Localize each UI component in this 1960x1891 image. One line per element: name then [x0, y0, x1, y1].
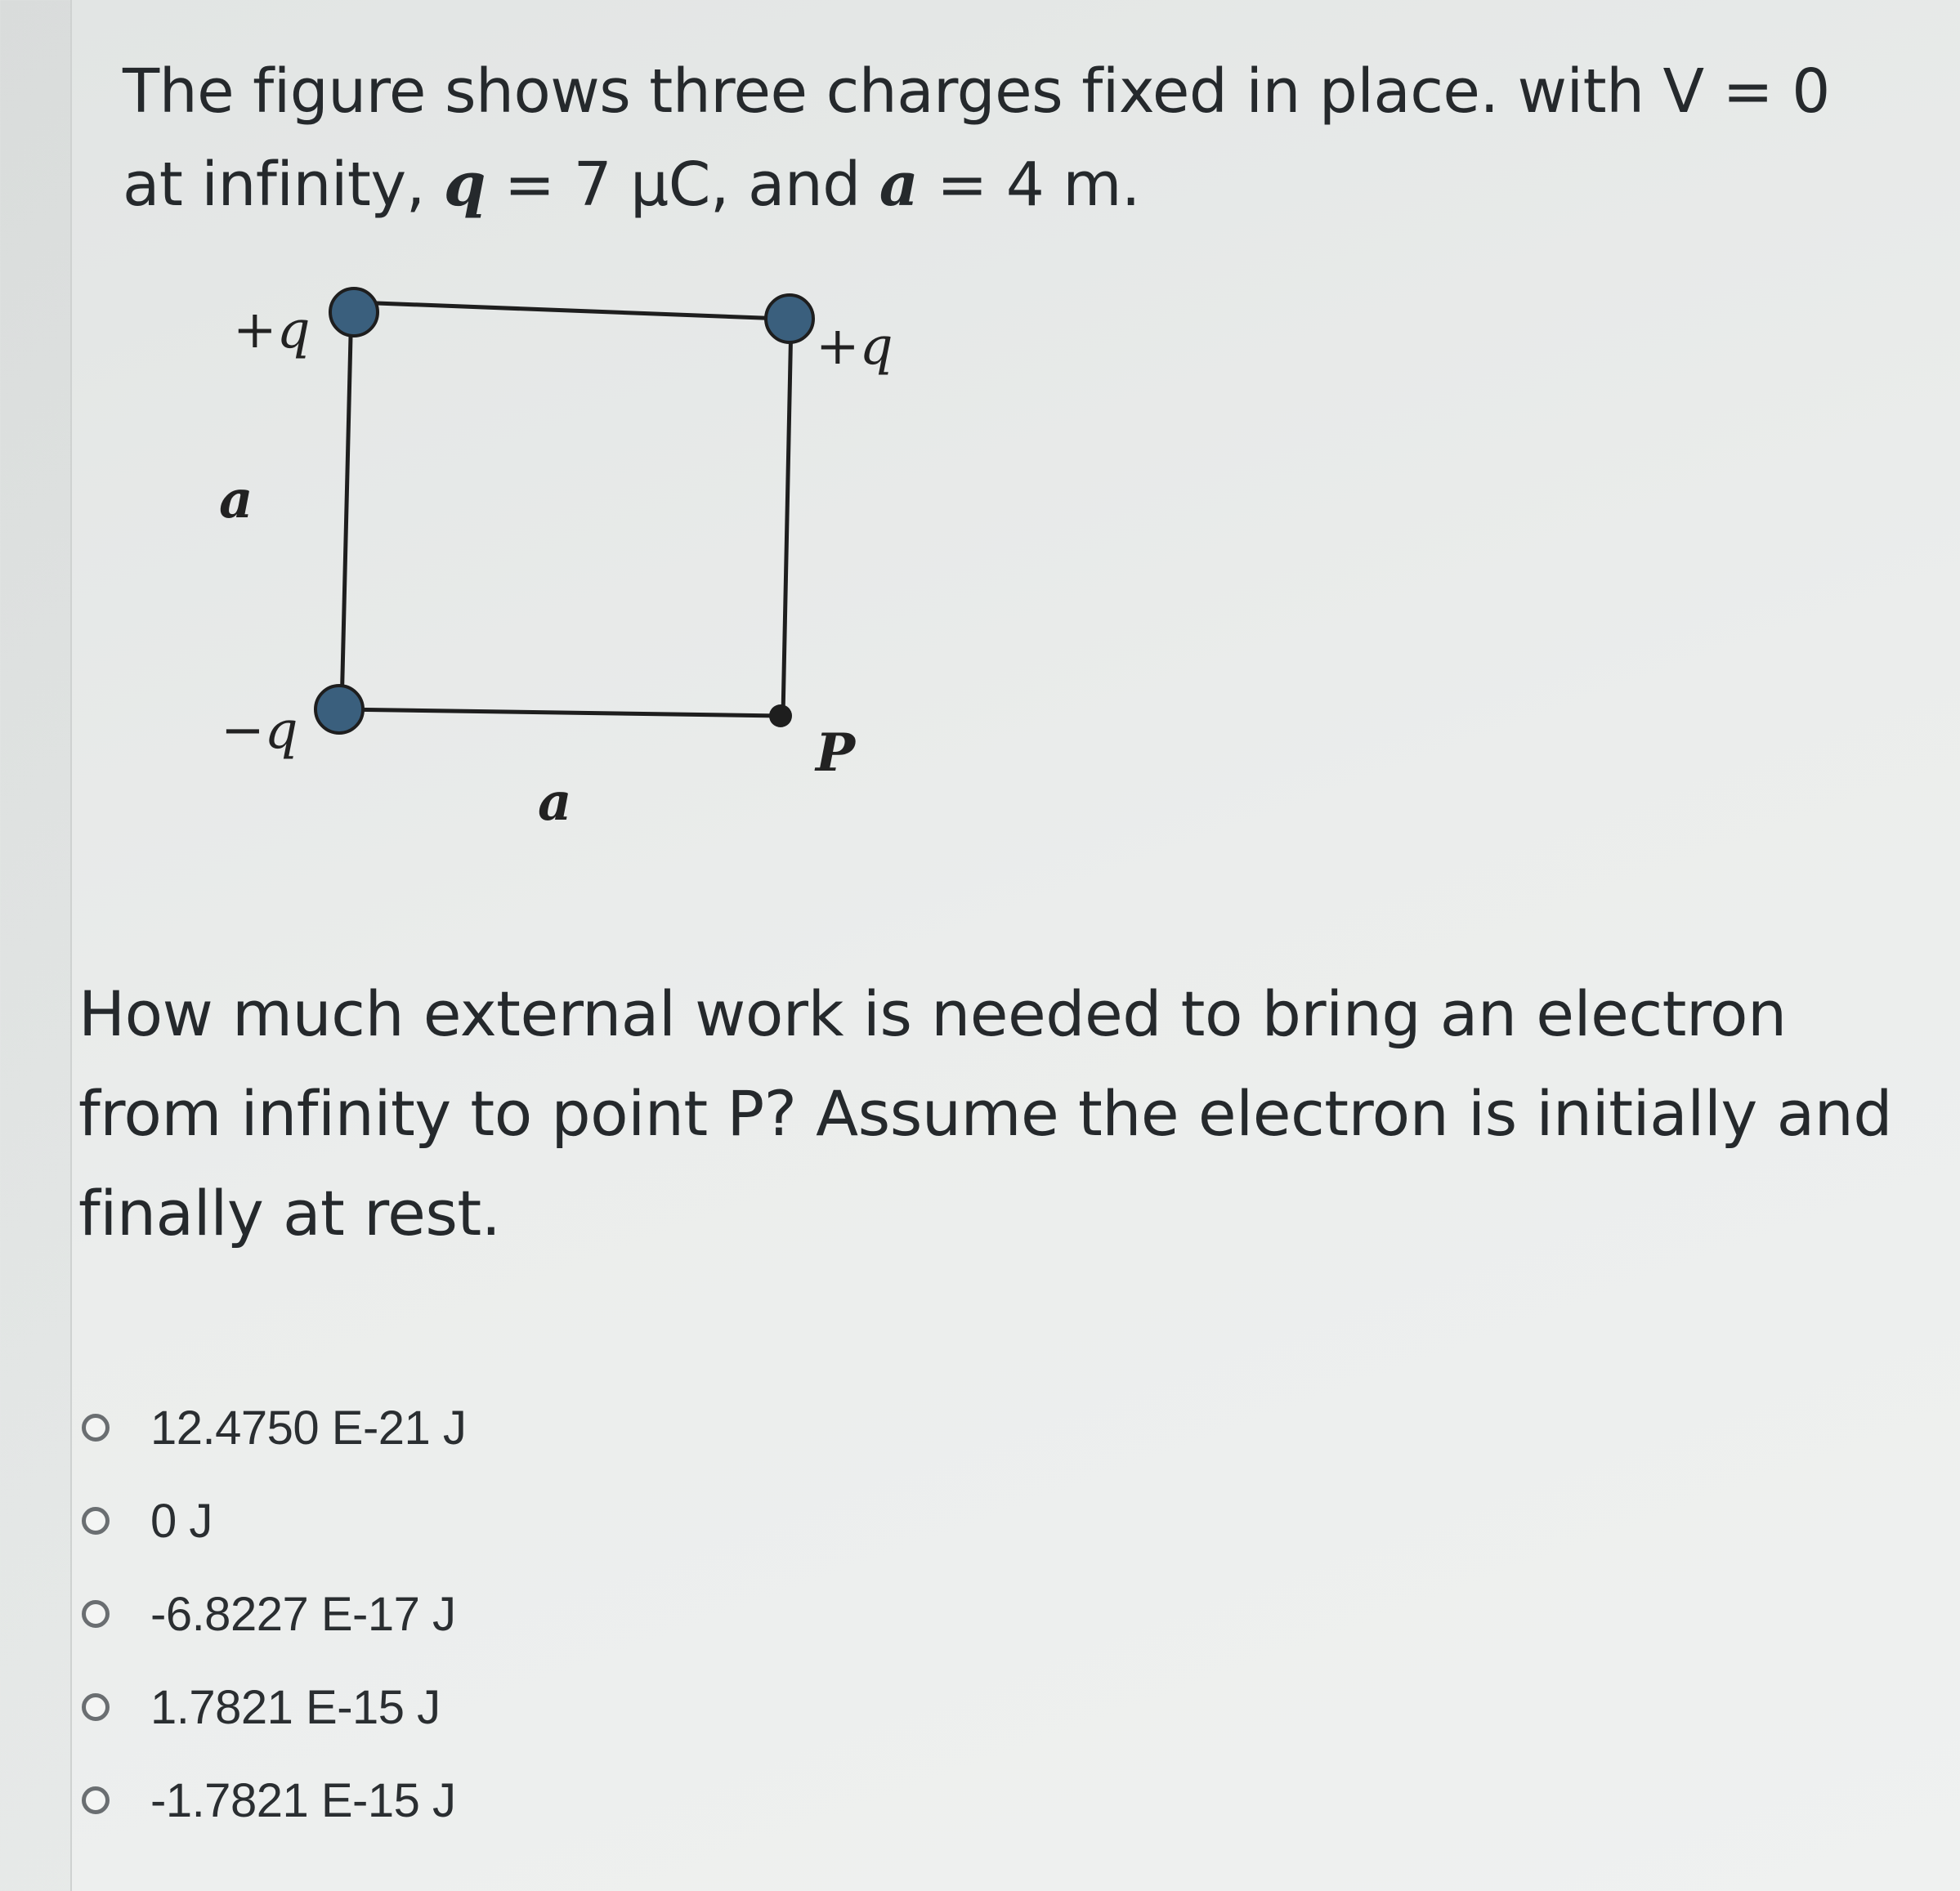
point-p-label: P [816, 722, 856, 784]
radio-button-icon[interactable] [82, 1600, 110, 1628]
question-prompt [123, 45, 1839, 231]
answer-option-3[interactable] [82, 1567, 1063, 1661]
charge-bottom-left [315, 686, 363, 733]
answer-option-2[interactable] [82, 1474, 1063, 1567]
prompt-part-3: = 4 m. [918, 150, 1140, 220]
charge-top-left [330, 288, 378, 336]
left-side-length-label: a [219, 469, 253, 530]
radio-button-icon[interactable] [82, 1414, 110, 1442]
radio-button-icon[interactable] [82, 1507, 110, 1535]
bottom-left-charge-label: −q [221, 700, 298, 761]
radio-button-icon[interactable] [82, 1786, 110, 1814]
answer-option-4[interactable] [82, 1661, 1063, 1754]
top-right-charge-label: +q [816, 316, 893, 377]
answer-options [82, 1381, 1063, 1847]
answer-option-label: 1.7821 E-15 J [150, 1680, 441, 1734]
radio-button-icon[interactable] [82, 1693, 110, 1721]
answer-option-label: 12.4750 E-21 J [150, 1401, 467, 1455]
answer-option-5[interactable] [82, 1754, 1063, 1847]
a-symbol: a [879, 150, 919, 220]
top-left-charge-label: +q [233, 300, 311, 360]
bottom-side-length-label: a [538, 771, 572, 833]
question-body: How much external work is needed to bring an electron from infinity to point P? Assume the electron is initially and finally at rest. [78, 977, 1893, 1249]
prompt-part-1: The figure shows three charges fixed in place. with V = 0 at infinity, [123, 56, 1830, 220]
point-p-dot [769, 704, 792, 727]
answer-option-label: -1.7821 E-15 J [150, 1773, 456, 1827]
answer-option-label: -6.8227 E-17 J [150, 1587, 456, 1641]
charge-square-figure [188, 270, 924, 858]
charge-top-right [766, 295, 813, 342]
answer-option-label: 0 J [150, 1494, 213, 1548]
square-left-side [342, 302, 351, 709]
prompt-part-2: = 7 μC, and [486, 150, 879, 220]
q-symbol: q [443, 150, 486, 220]
square-right-side [783, 319, 791, 716]
square-bottom-side [339, 709, 781, 716]
answer-option-1[interactable] [82, 1381, 1063, 1474]
square-top-side [356, 302, 783, 319]
